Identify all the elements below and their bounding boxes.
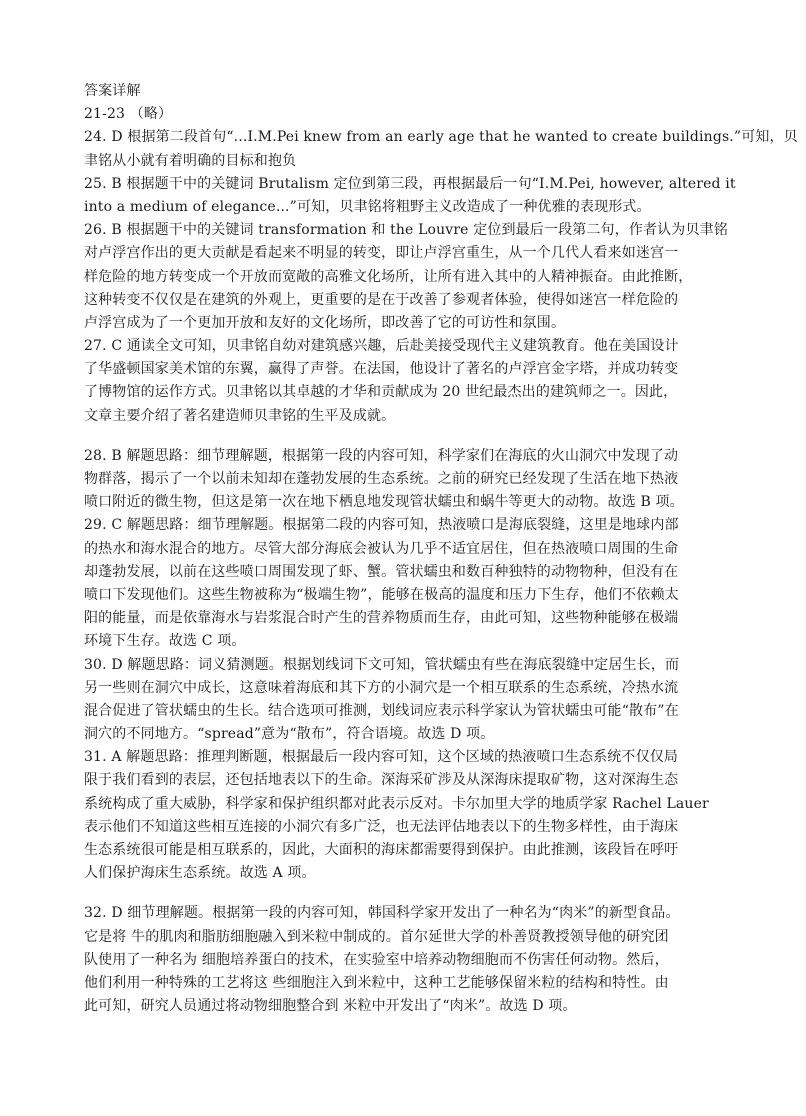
answer-27-line: 了博物馆的运作方式。贝聿铭以其卓越的才华和贡献成为 20 世纪最杰出的建筑师之一。因此， [84,384,678,401]
answer-29 [84,514,730,653]
answer-27-line: 文章主要介绍了著名建造师贝聿铭的生平及成就。 [84,407,396,424]
answer-30-line: 混合促进了管状蠕虫的生长。结合选项可推测，划线词应表示科学家认为管状蠕虫可能“散布”在 [84,702,679,719]
answer-31-line: 人们保护海床生态系统。故选 A 项。 [84,865,316,882]
answer-26-line: 样危险的地方转变成一个开放而宽敞的高雅文化场所，让所有进入其中的人精神振奋。由此推断， [84,268,693,285]
answer-29-line: 的热水和海水混合的地方。尽管大部分海底会被认为几乎不适宜居住，但在热液喷口周围的生命 [84,540,679,557]
answer-31-line: 生态系统很可能是相互联系的，因此，大面积的海床都需要得到保护。由此推测，该段旨在呼吁 [84,842,679,858]
answer-28 [84,445,730,515]
answer-31-line: 限于我们看到的表层，还包括地表以下的生命。深海采矿涉及从深海床提取矿物，这对深海生态 [84,772,679,789]
answer-25-line: 25. B 根据题干中的关键词 Brutalism 定位到第三段，再根据最后一句“I.M.Pei, however, altered it [84,175,736,192]
answer-32-line: 此可知，研究人员通过将动物细胞整合到 米粒中开发出了“肉米”。故选 D 项。 [84,998,577,1015]
answer-32-line: 32. D 细节理解题。根据第一段的内容可知，韩国科学家开发出了一种名为“肉米”的新型食品。 [84,905,680,922]
answer-30-line: 洞穴的不同地方。“spread”意为“散布”，符合语境。故选 D 项。 [84,726,495,743]
answer-24-line: 24. D 根据第二段首句“...I.M.Pei knew from an early age that he wanted to create buildings.”可知，贝 [84,129,798,146]
section-gap [84,885,730,902]
answer-32-line: 他们利用一种特殊的工艺将这 些细胞注入到米粒中，这种工艺能够保留米粒的结构和特性。由 [84,974,669,991]
answer-29-line: 阳的能量，而是依靠海水与岩浆混合时产生的营养物质而生存，由此可知，这些物种能够在极端 [84,610,679,627]
answer-25-line: into a medium of elegance...”可知，贝聿铭将粗野主义改造成了一种优雅的表现形式。 [84,198,651,215]
item-21-23: 21-23 （略） [84,106,173,123]
answer-29-line: 却蓬勃发展，以前在这些喷口周围发现了虾、蟹。管状蠕虫和数百种独特的动物物种，但没有在 [84,563,679,580]
answer-30-line: 30. D 解题思路：词义猜测题。根据划线词下文可知，管状蠕虫有些在海底裂缝中定居生长，而 [84,656,680,673]
answer-29-line: 喷口下发现他们。这些生物被称为“极端生物”，能够在极高的温度和压力下生存，他们不依赖太 [84,586,679,603]
answer-32 [84,902,730,1018]
answer-29-line: 环境下生存。故选 C 项。 [84,633,246,650]
answer-31-line: 系统构成了重大威胁，科学家和保护组织都对此表示反对。卡尔加里大学的地质学家 Rachel Lauer [84,795,709,812]
answer-25 [84,173,736,219]
doc-heading: 答案详解 [84,83,141,99]
answer-31-line: 31. A 解题思路：推理判断题，根据最后一段内容可知，这个区域的热液喷口生态系统不仅仅局 [84,749,679,766]
answer-30-line: 另一些则在洞穴中成长，这意味着海底和其下方的小洞穴是一个相互联系的生态系统，冷热水流 [84,679,679,696]
answer-28-line: 28. B 解题思路：细节理解题，根据第一段的内容可知，科学家们在海底的火山洞穴中发现了动 [84,447,679,464]
answer-28-line: 物群落，揭示了一个以前未知却在蓬勃发展的生态系统。之前的研究已经发现了生活在地下热液 [84,471,679,487]
answer-explanation-document [84,80,798,1018]
answer-30 [84,654,730,747]
answer-27-line: 了华盛顿国家美术馆的东翼，赢得了声誉。在法国，他设计了著名的卢浮宫金字塔，并成功转变 [84,361,679,378]
answer-26 [84,219,730,335]
answer-32-line: 队使用了一种名为 细胞培养蛋白的技术，在实验室中培养动物细胞而不伤害任何动物。然后， [84,951,669,968]
answer-26-line: 对卢浮宫作出的更大贡献是看起来不明显的转变，即让卢浮宫重生，从一个几代人看来如迷宫一 [84,245,679,262]
answer-24-line: 聿铭从小就有着明确的目标和抱负 [84,152,297,169]
answer-31 [84,746,730,885]
answer-26-line: 26. B 根据题干中的关键词 transformation 和 the Louvre 定位到最后一段第二句，作者认为贝聿铭 [84,222,728,239]
section-gap [84,428,730,445]
answer-27 [84,335,730,428]
answer-32-line: 它是将 牛的肌肉和脂肪细胞融入到米粒中制成的。首尔延世大学的朴善贤教授领导他的研究团 [84,928,669,945]
answer-26-line: 这种转变不仅仅是在建筑的外观上，更重要的是在于改善了参观者体验，使得如迷宫一样危险的 [84,291,679,308]
answer-24 [84,126,798,172]
answer-27-line: 27. C 通读全文可知，贝聿铭自幼对建筑感兴趣，后赴美接受现代主义建筑教育。他在美国设计 [84,338,679,355]
answer-29-line: 29. C 解题思路：细节理解题。根据第二段的内容可知，热液喷口是海底裂缝，这里是地球内部 [84,517,679,534]
answer-26-line: 卢浮宫成为了一个更加开放和友好的文化场所，即改善了它的可访性和氛围。 [84,314,566,331]
answer-31-line: 表示他们不知道这些相互连接的小洞穴有多广泛，也无法评估地表以下的生物多样性，由于海床 [84,818,679,835]
answer-28-line: 喷口附近的微生物，但这是第一次在地下栖息地发现管状蠕虫和蜗牛等更大的动物。故选 B 项。 [84,494,684,511]
